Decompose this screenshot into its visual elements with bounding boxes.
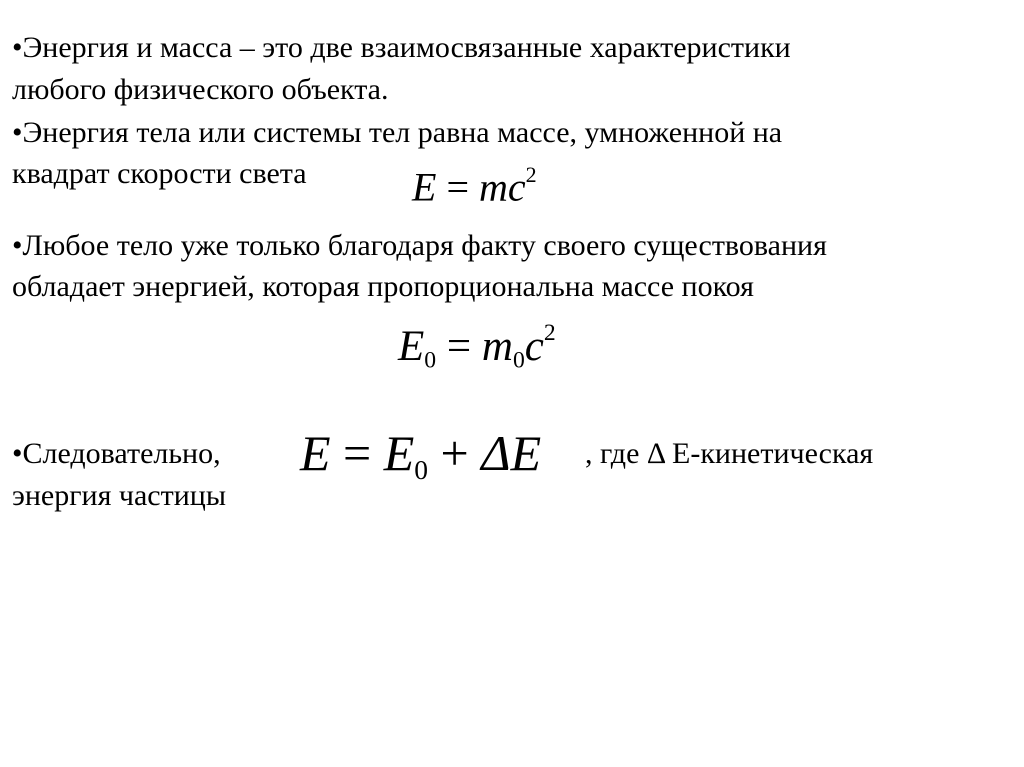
- formula-2-equals: =: [446, 323, 472, 371]
- formula-1-equals: =: [446, 164, 469, 210]
- bullet-4-line-1a: •Следовательно,: [12, 437, 221, 470]
- bullet-1-line-2: любого физического объекта.: [12, 73, 389, 106]
- formula-2-light-speed: c: [524, 323, 544, 371]
- bullet-2-line-1: •Энергия тела или системы тел равна массе, умноженной на: [12, 116, 783, 149]
- bullet-3-line-1: •Любое тело уже только благодаря факту своего существования: [12, 229, 827, 262]
- formula-1-exponent: 2: [525, 162, 537, 187]
- formula-2-mass-subscript: 0: [512, 347, 525, 374]
- bullet-4-line-2: энергия частицы: [12, 479, 226, 512]
- bullet-1-line-1: •Энергия и масса – это две взаимосвязанные характеристики: [12, 31, 791, 64]
- formula-2-energy-subscript: 0: [424, 347, 437, 374]
- bullet-4-line-1b: , где Δ E-кинетическая: [585, 437, 874, 470]
- formula-3-rest-energy: E: [383, 425, 415, 481]
- formula-1-mass: m: [479, 164, 508, 210]
- bullet-3-line-2: обладает энергией, которая пропорциональна массе покоя: [12, 270, 754, 303]
- bullet-2-line-2: квадрат скорости света: [12, 157, 307, 190]
- formula-2-energy: E: [398, 323, 425, 371]
- formula-3-plus: +: [440, 425, 469, 481]
- formula-3-rest-energy-subscript: 0: [414, 453, 429, 485]
- formula-1-energy: E: [412, 164, 437, 210]
- formula-3-energy: E: [300, 425, 331, 481]
- formula-energy-mass: [412, 164, 537, 208]
- formula-total-energy: [300, 425, 542, 485]
- formula-rest-energy: [398, 322, 556, 373]
- formula-3-equals: =: [343, 425, 372, 481]
- formula-2-exponent: 2: [543, 320, 556, 346]
- formula-3-delta-energy: ΔE: [481, 425, 542, 481]
- formula-1-light-speed: c: [507, 164, 526, 210]
- formula-2-mass: m: [481, 323, 513, 371]
